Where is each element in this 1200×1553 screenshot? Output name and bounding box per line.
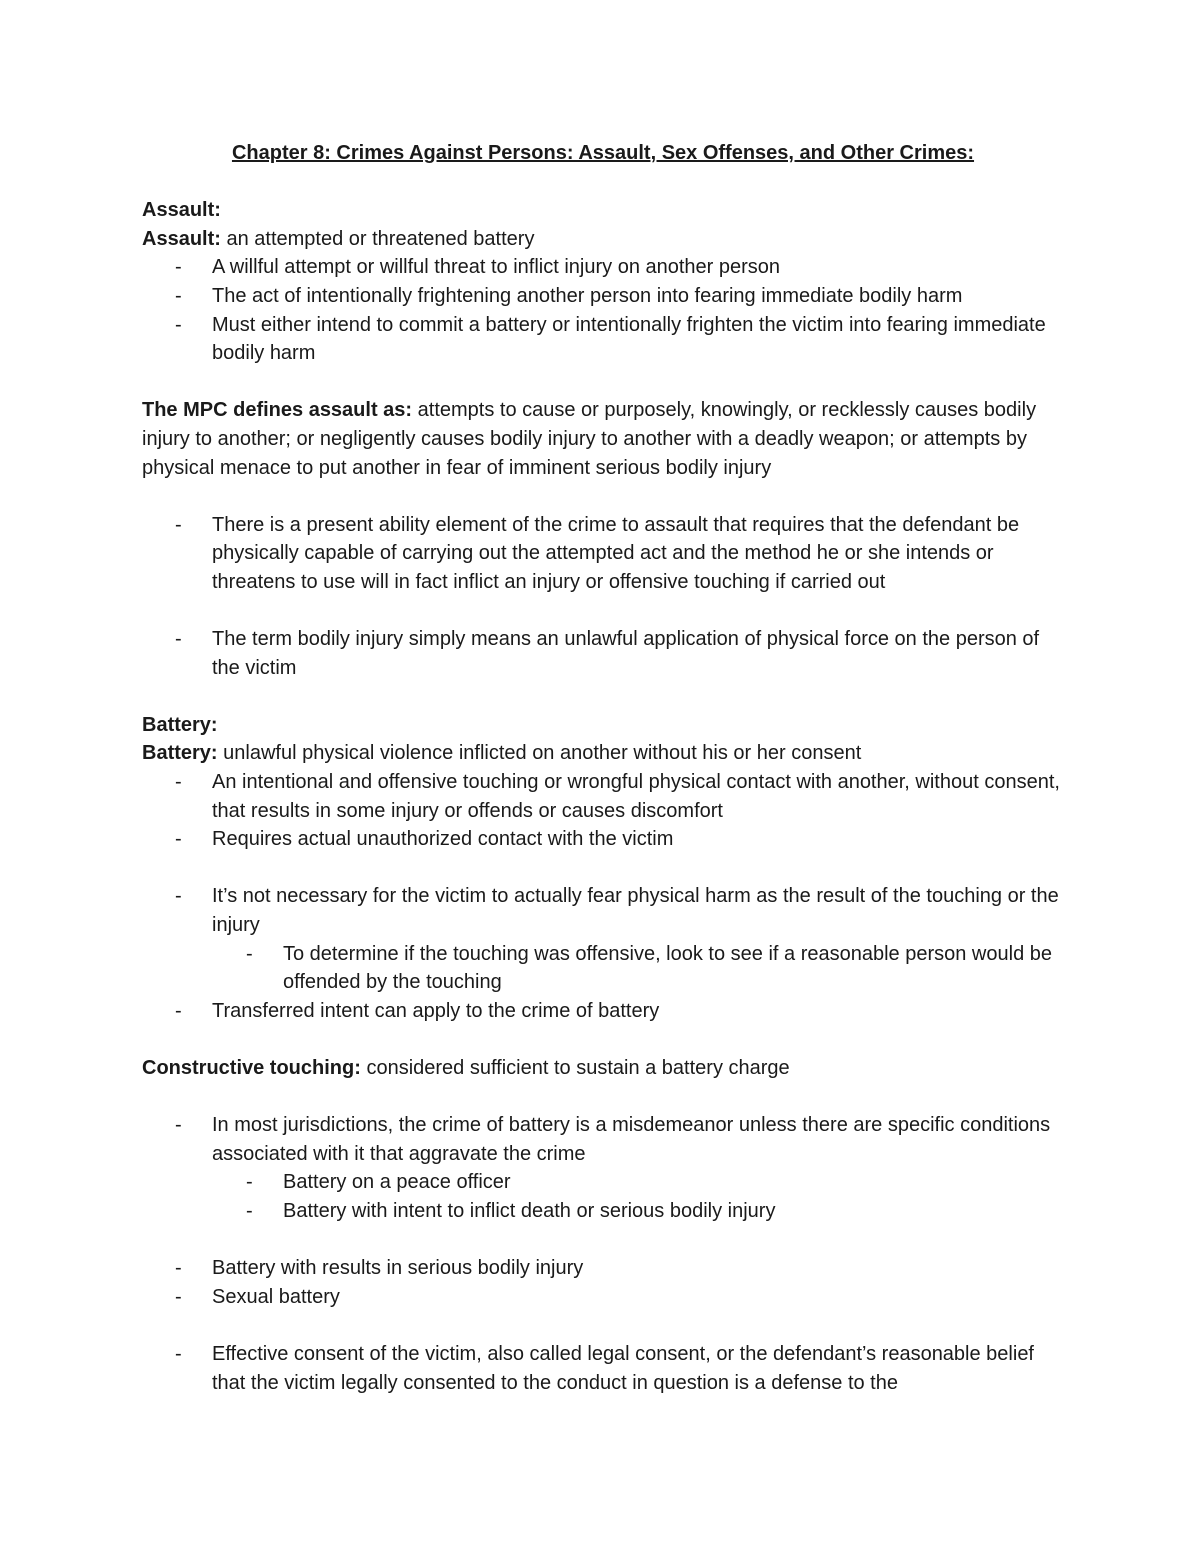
spacer — [142, 1025, 1062, 1054]
spacer — [142, 1311, 1062, 1340]
document-body — [142, 139, 1062, 1397]
list-item: - There is a present ability element of the crime to assault that requires that the defendant be physically capable of carrying out the attempted act and the method he or she intends or threatens to use will in fact inflict an injury or offensive touching if carried out — [142, 511, 1062, 597]
bullet-list — [142, 768, 1062, 854]
spacer — [142, 597, 1062, 626]
definition-term: Assault: — [142, 227, 221, 250]
definition-constructive-touching — [142, 1054, 1062, 1083]
list-item: - Must either intend to commit a battery or intentionally frighten the victim into fearing immediate bodily harm — [142, 311, 1062, 368]
bullet-list — [142, 253, 1062, 367]
sub-list-item: - Battery on a peace officer — [142, 1168, 1062, 1197]
list-item: - Effective consent of the victim, also called legal consent, or the defendant’s reasonable belief that the victim legally consented to the conduct in question is a defense to the — [142, 1340, 1062, 1397]
list-item: - Battery with results in serious bodily injury — [142, 1254, 1062, 1283]
bullet-list — [142, 1254, 1062, 1311]
document-title: Chapter 8: Crimes Against Persons: Assault, Sex Offenses, and Other Crimes: — [231, 142, 975, 164]
definition-assault — [142, 225, 1062, 254]
definition-term: Constructive touching: — [142, 1057, 361, 1079]
list-item: - Requires actual unauthorized contact with the victim — [142, 825, 1062, 854]
sub-list-item: - To determine if the touching was offensive, look to see if a reasonable person would be offended by the touching — [142, 940, 1062, 997]
list-item: - An intentional and offensive touching or wrongful physical contact with another, without consent, that results in some injury or offends or causes discomfort — [142, 768, 1062, 825]
list-item: - The term bodily injury simply means an unlawful application of physical force on the person of the victim — [142, 625, 1062, 682]
list-item: - It’s not necessary for the victim to actually fear physical harm as the result of the touching or the injury — [142, 882, 1062, 939]
definition-text: unlawful physical violence inflicted on another without his or her consent — [217, 742, 862, 765]
bullet-list — [142, 1111, 1062, 1168]
definition-mpc-assault — [142, 396, 1062, 482]
list-item: - Sexual battery — [142, 1283, 1062, 1312]
list-item: - Transferred intent can apply to the crime of battery — [142, 997, 1062, 1026]
definition-text: an attempted or threatened battery — [220, 227, 535, 250]
bullet-list — [142, 511, 1062, 597]
list-item: - The act of intentionally frightening another person into fearing immediate bodily harm — [142, 282, 1062, 311]
sub-bullet-list — [142, 940, 1062, 997]
definition-text: attempts to cause or purposely, knowingly, or recklessly causes bodily injury to another; or negligently causes bodily injury to another with a deadly weapon; or attempts by physical menace to put another in fear of imminent serious bodily injury — [142, 399, 1037, 479]
list-item: - A willful attempt or willful threat to inflict injury on another person — [142, 253, 1062, 282]
sub-list-item: - Battery with intent to inflict death or serious bodily injury — [142, 1197, 1062, 1226]
bullet-list — [142, 882, 1062, 939]
definition-battery — [142, 739, 1062, 768]
spacer — [142, 368, 1062, 397]
list-item: - In most jurisdictions, the crime of battery is a misdemeanor unless there are specific conditions associated with it that aggravate the crime — [142, 1111, 1062, 1168]
sub-bullet-list — [142, 1168, 1062, 1225]
bullet-list — [142, 625, 1062, 682]
spacer — [142, 1083, 1062, 1112]
bullet-list — [142, 997, 1062, 1026]
section-heading-assault: Assault: — [142, 199, 221, 222]
spacer — [142, 682, 1062, 711]
definition-text: considered sufficient to sustain a battery charge — [360, 1057, 790, 1079]
bullet-list — [142, 1340, 1062, 1397]
definition-term: Battery: — [142, 742, 218, 765]
spacer — [142, 482, 1062, 511]
spacer — [142, 854, 1062, 883]
section-heading-battery: Battery: — [142, 713, 218, 736]
spacer — [142, 1226, 1062, 1255]
definition-term: The MPC defines assault as: — [142, 399, 413, 422]
